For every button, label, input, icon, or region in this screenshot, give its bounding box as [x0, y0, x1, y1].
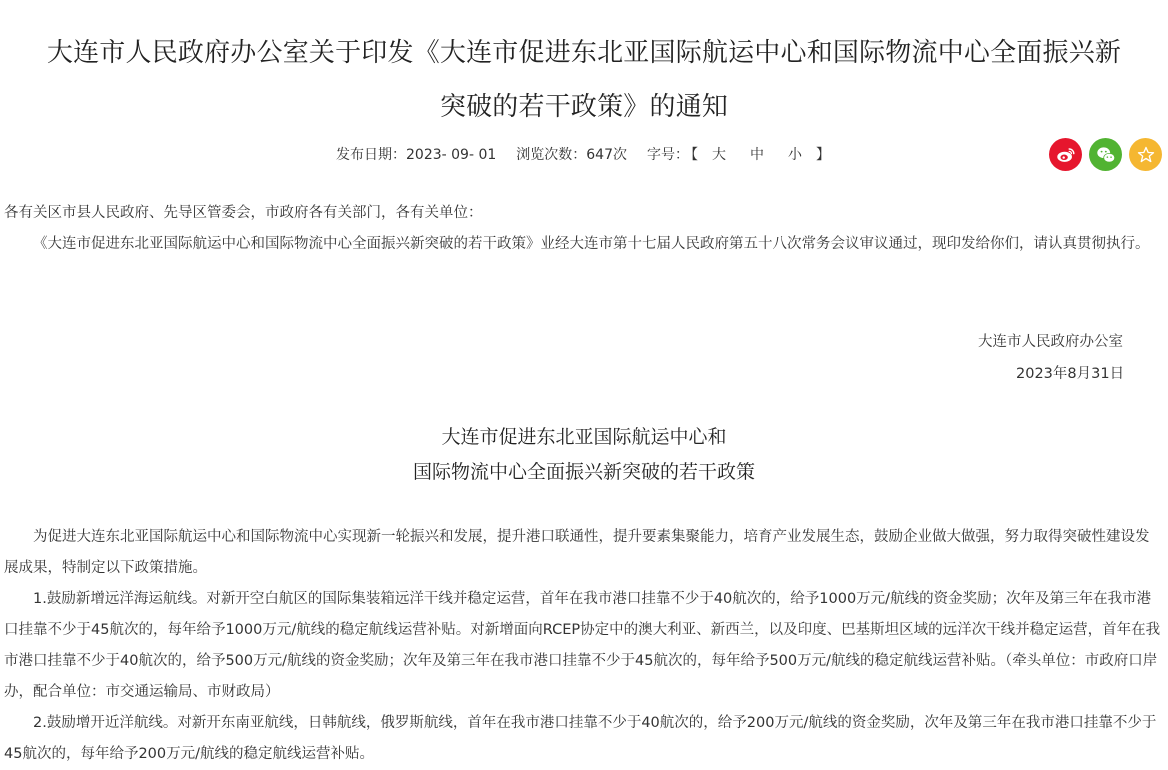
font-size-label: 字号：	[647, 147, 689, 163]
wechat-icon	[1095, 144, 1117, 166]
letter-paragraph: 《大连市促进东北亚国际航运中心和国际物流中心全面振兴新突破的若干政策》业经大连市第十七届人民政府第五十八次常务会议审议通过，现印发给你们，请认真贯彻执行。	[33, 236, 1150, 252]
signer: 大连市人民政府办公室	[978, 334, 1123, 350]
weibo-icon	[1055, 144, 1077, 166]
share-weibo-button[interactable]	[1049, 138, 1082, 171]
font-size-large-link[interactable]: 大	[712, 147, 726, 163]
page-title	[0, 26, 1168, 134]
share-bar	[1049, 138, 1162, 171]
star-icon	[1136, 145, 1156, 165]
policy-title-line1: 大连市促进东北亚国际航运中心和	[441, 426, 727, 448]
policy-title	[0, 420, 1168, 490]
views-label: 浏览次数：	[516, 147, 587, 163]
sign-date: 2023年8月31日	[1016, 366, 1125, 382]
font-size-small-link[interactable]: 小	[788, 147, 802, 163]
page-title-line2: 突破的若干政策》的通知	[439, 92, 729, 122]
bracket-close: 】	[816, 147, 830, 163]
policy-body	[4, 522, 1162, 770]
publish-date-label: 发布日期：	[336, 147, 406, 163]
policy-title-line2: 国际物流中心全面振兴新突破的若干政策	[412, 461, 755, 483]
policy-item-1: 1.鼓励新增远洋海运航线。对新开空白航区的国际集装箱远洋干线并稳定运营，首年在我市港口挂靠不少于40航次的，给予1000万元/航线的资金奖励；次年及第三年在我市港口挂靠不少于45航次的，每年给予1000万元/航线的稳定航线运营补贴。对新增面向RCEP协定中的澳大利亚、新西兰，以及印度、巴基斯坦区域的远洋次干线并稳定运营，首年在我市港口挂靠不少于40航次的，给予500万元/航线的资金奖励；次年及第三年在我市港口挂靠不少于45航次的，每年给予500万元/航线的稳定航线运营补贴。（牵头单位：市政府口岸办，配合单位：市交通运输局、市财政局）	[4, 591, 1161, 700]
font-size-medium-link[interactable]: 中	[750, 147, 764, 163]
letter-body	[4, 198, 1162, 260]
policy-intro: 为促进大连东北亚国际航运中心和国际物流中心实现新一轮振兴和发展，提升港口联通性，提升要素集聚能力，培育产业发展生态，鼓励企业做大做强，努力取得突破性建设发展成果，特制定以下政策措施。	[4, 529, 1150, 576]
article-meta	[0, 143, 1168, 167]
publish-date: 2023- 09- 01	[406, 147, 497, 163]
share-wechat-button[interactable]	[1089, 138, 1122, 171]
page-title-line1: 大连市人民政府办公室关于印发《大连市促进东北亚国际航运中心和国际物流中心全面振兴新	[46, 38, 1122, 68]
favorite-button[interactable]	[1129, 138, 1162, 171]
views-count: 647次	[586, 147, 627, 163]
salutation: 各有关区市县人民政府、先导区管委会，市政府各有关部门，各有关单位：	[4, 205, 483, 221]
bracket-open: 【	[691, 147, 698, 163]
policy-item-2: 2.鼓励增开近洋航线。对新开东南亚航线，日韩航线，俄罗斯航线，首年在我市港口挂靠不少于40航次的，给予200万元/航线的资金奖励，次年及第三年在我市港口挂靠不少于45航次的，每年给予200万元/航线的稳定航线运营补贴。	[4, 715, 1157, 762]
